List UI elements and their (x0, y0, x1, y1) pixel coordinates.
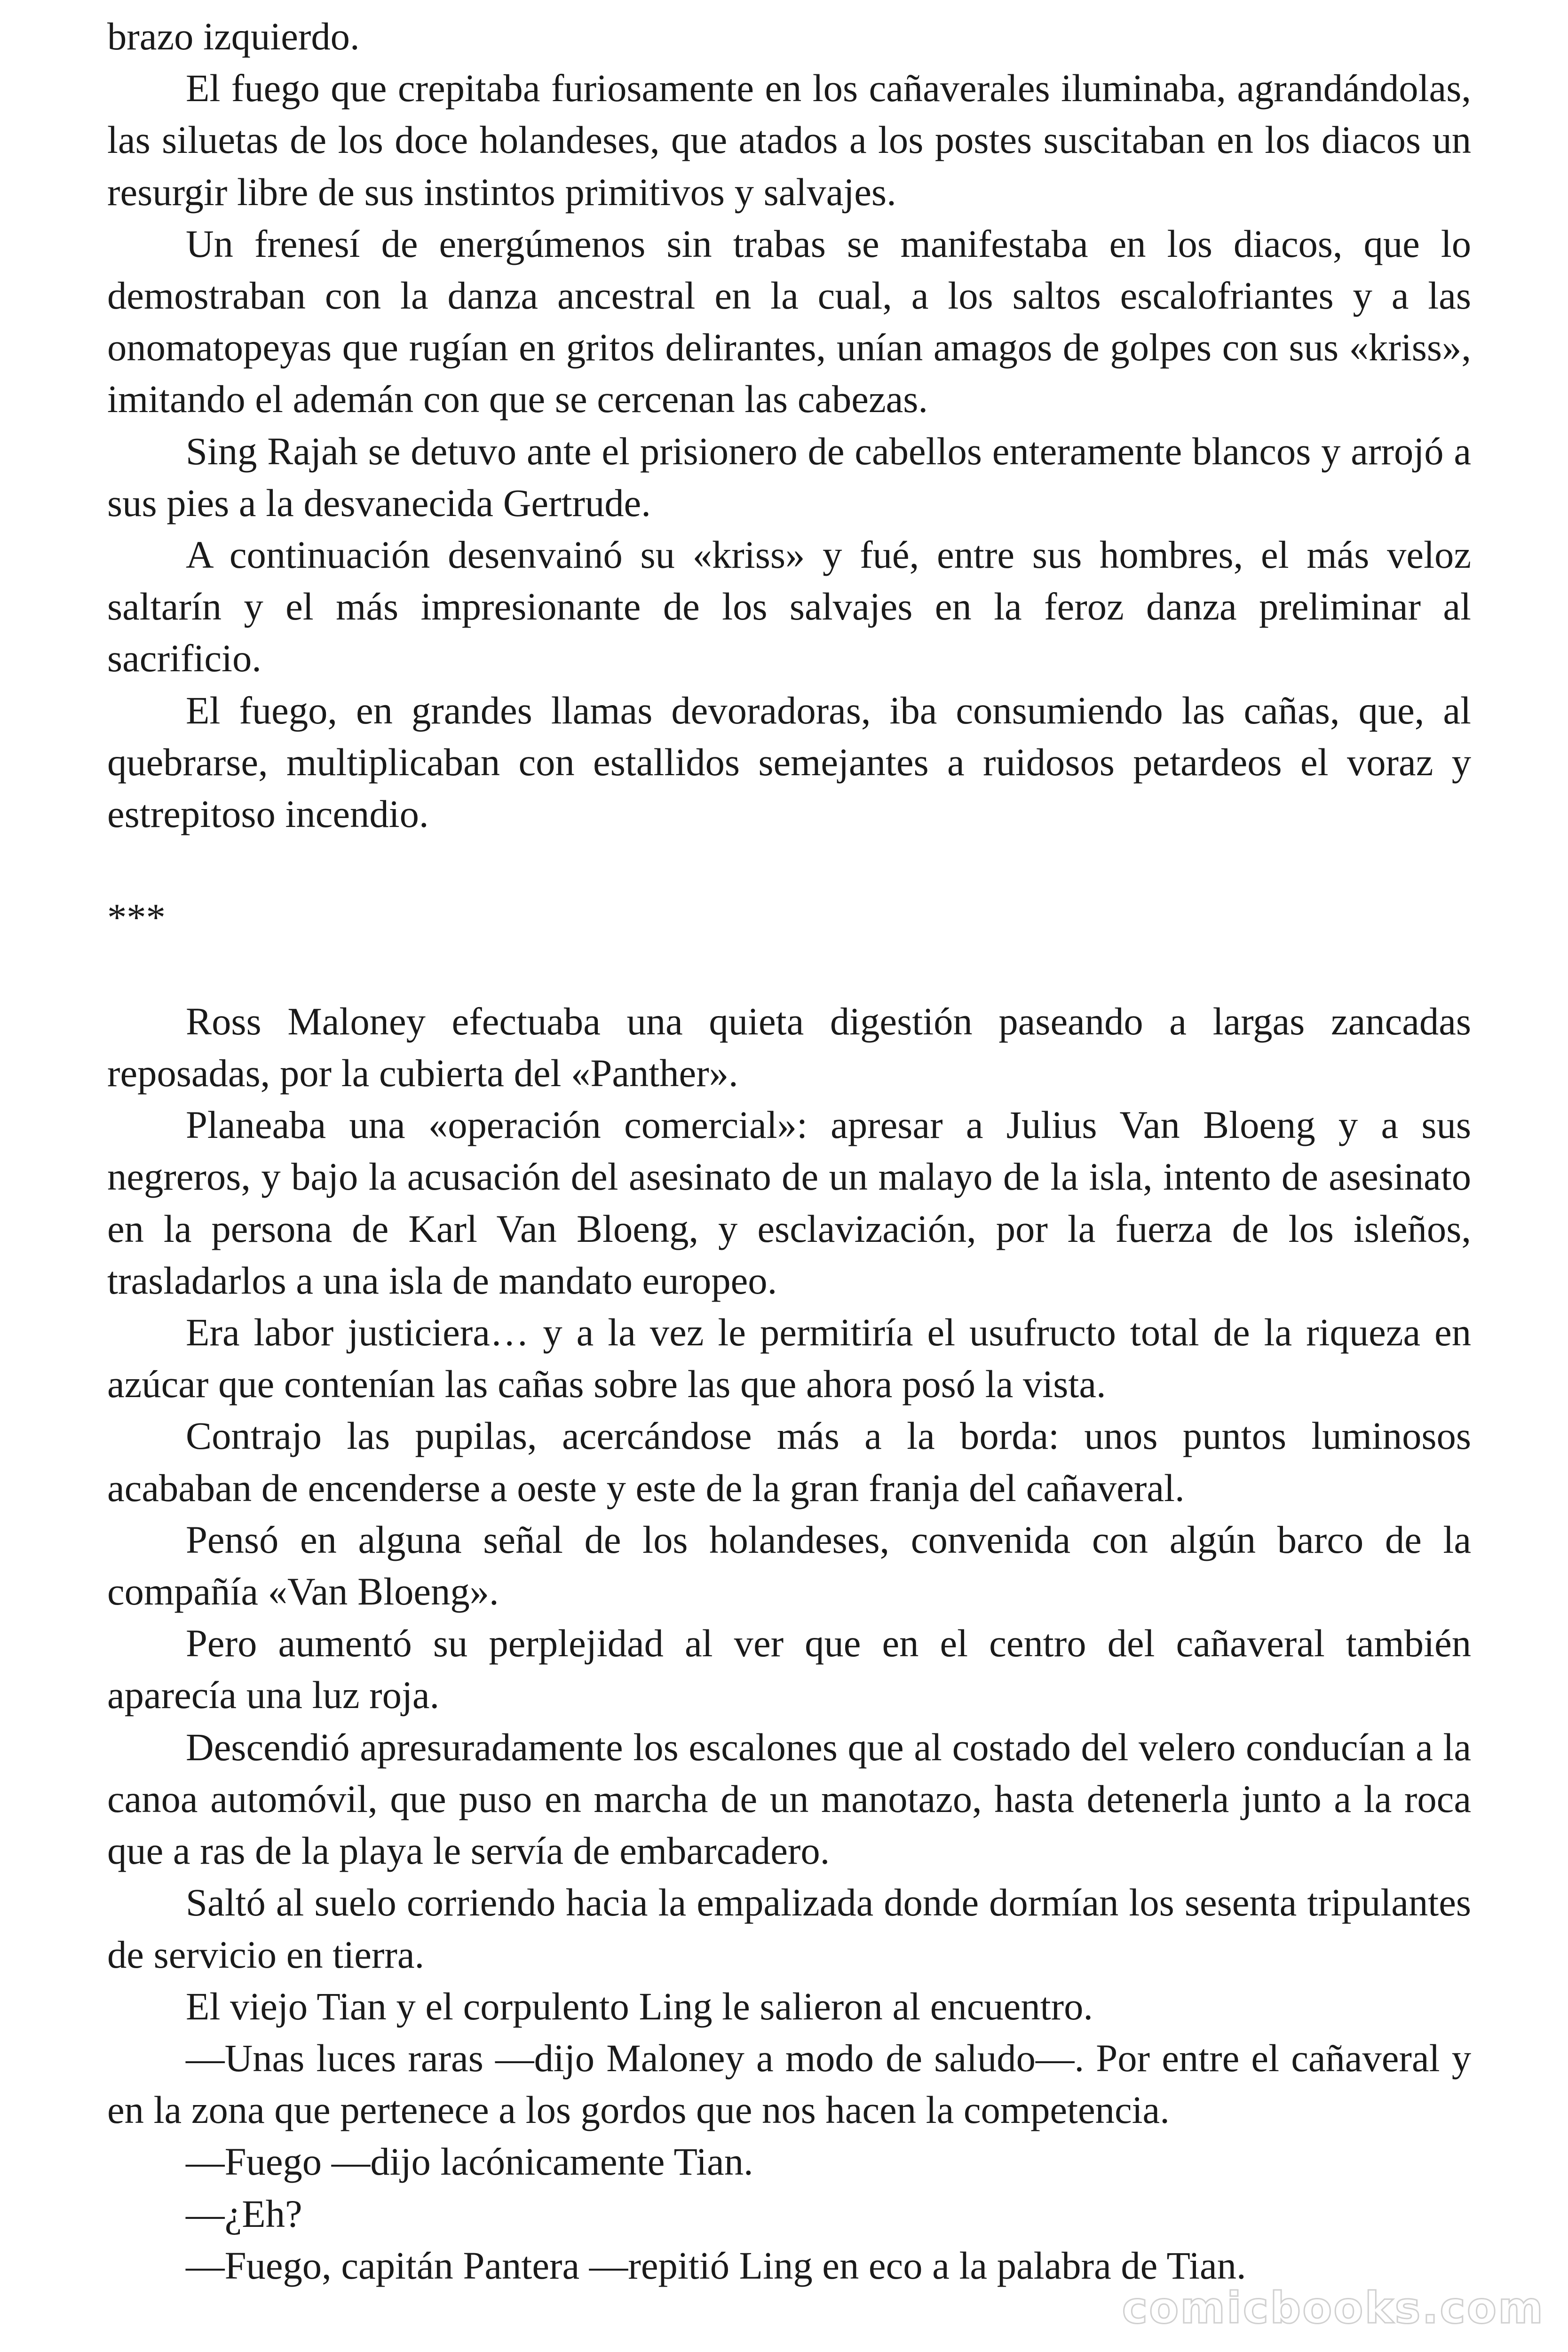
paragraph: El viejo Tian y el corpulento Ling le salieron al encuentro. (186, 1984, 1093, 2028)
paragraph: Pero aumentó su perplejidad al ver que en el centro del cañaveral también aparecía una luz roja. (107, 1621, 1471, 1717)
watermark: comicbooks.com (1122, 2283, 1544, 2333)
dialogue-paragraph: —¿Eh? (186, 2192, 302, 2235)
dialogue-paragraph: —Fuego —dijo lacónicamente Tian. (186, 2140, 753, 2184)
paragraph: Ross Maloney efectuaba una quieta digestión paseando a largas zancadas reposadas, por la cubierta del «Panther». (107, 999, 1471, 1095)
paragraph: Sing Rajah se detuvo ante el prisionero de cabellos enteramente blancos y arrojó a sus pies a la desvanecida Gertrude. (107, 429, 1471, 524)
paragraph: Pensó en alguna señal de los holandeses, convenida con algún barco de la compañía «Van Bloeng». (107, 1518, 1471, 1613)
dialogue-paragraph: —Fuego, capitán Pantera —repitió Ling en eco a la palabra de Tian. (186, 2243, 1246, 2287)
paragraph: Descendió apresuradamente los escalones que al costado del velero conducían a la canoa automóvil, que puso en marcha de un manotazo, hasta detenerla junto a la roca que a ras de la playa le servía de embarcadero. (107, 1725, 1471, 1873)
paragraph: El fuego, en grandes llamas devoradoras, iba consumiendo las cañas, que, al quebrarse, multiplicaban con estallidos semejantes a ruidosos petardeos el voraz y estrepitoso incendio. (107, 688, 1471, 836)
paragraph: Saltó al suelo corriendo hacia la empalizada donde dormían los sesenta tripulantes de servicio en tierra. (107, 1881, 1471, 1976)
section-separator (107, 840, 1471, 995)
paragraph: Contrajo las pupilas, acercándose más a la borda: unos puntos luminosos acababan de encenderse a oeste y este de la gran franja del cañaveral. (107, 1414, 1471, 1510)
paragraph: A continuación desenvainó su «kriss» y fué, entre sus hombres, el más veloz saltarín y el más impresionante de los salvajes en la feroz danza preliminar al sacrificio. (107, 533, 1471, 680)
paragraph-continuation: brazo izquierdo. (107, 15, 360, 58)
paragraph: El fuego que crepitaba furiosamente en los cañaverales iluminaba, agrandándolas, las siluetas de los doce holandeses, que atados a los postes suscitaban en los diacos un resurgir libre de sus instintos primitivos y salvajes. (107, 66, 1471, 214)
dialogue-paragraph: —Unas luces raras —dijo Maloney a modo de saludo—. Por entre el cañaveral y en la zona que pertenece a los gordos que nos hacen la competencia. (107, 2036, 1471, 2132)
separator-text: *** (107, 896, 166, 939)
paragraph: Planeaba una «operación comercial»: apresar a Julius Van Bloeng y a sus negreros, y bajo la acusación del asesinato de un malayo de la isla, intento de asesinato en la persona de Karl Van Bloeng, y esclavización, por la fuerza de los isleños, trasladarlos a una isla de mandato europeo. (107, 1103, 1471, 1302)
paragraph: Era labor justiciera… y a la vez le permitiría el usufructo total de la riqueza en azúcar que contenían las cañas sobre las que ahora posó la vista. (107, 1311, 1471, 1406)
book-page (107, 10, 1471, 2291)
paragraph: Un frenesí de energúmenos sin trabas se manifestaba en los diacos, que lo demostraban con la danza ancestral en la cual, a los saltos escalofriantes y a las onomatopeyas que rugían en gritos delirantes, unían amagos de golpes con sus «kriss», imitando el ademán con que se cercenan las cabezas. (107, 222, 1471, 421)
